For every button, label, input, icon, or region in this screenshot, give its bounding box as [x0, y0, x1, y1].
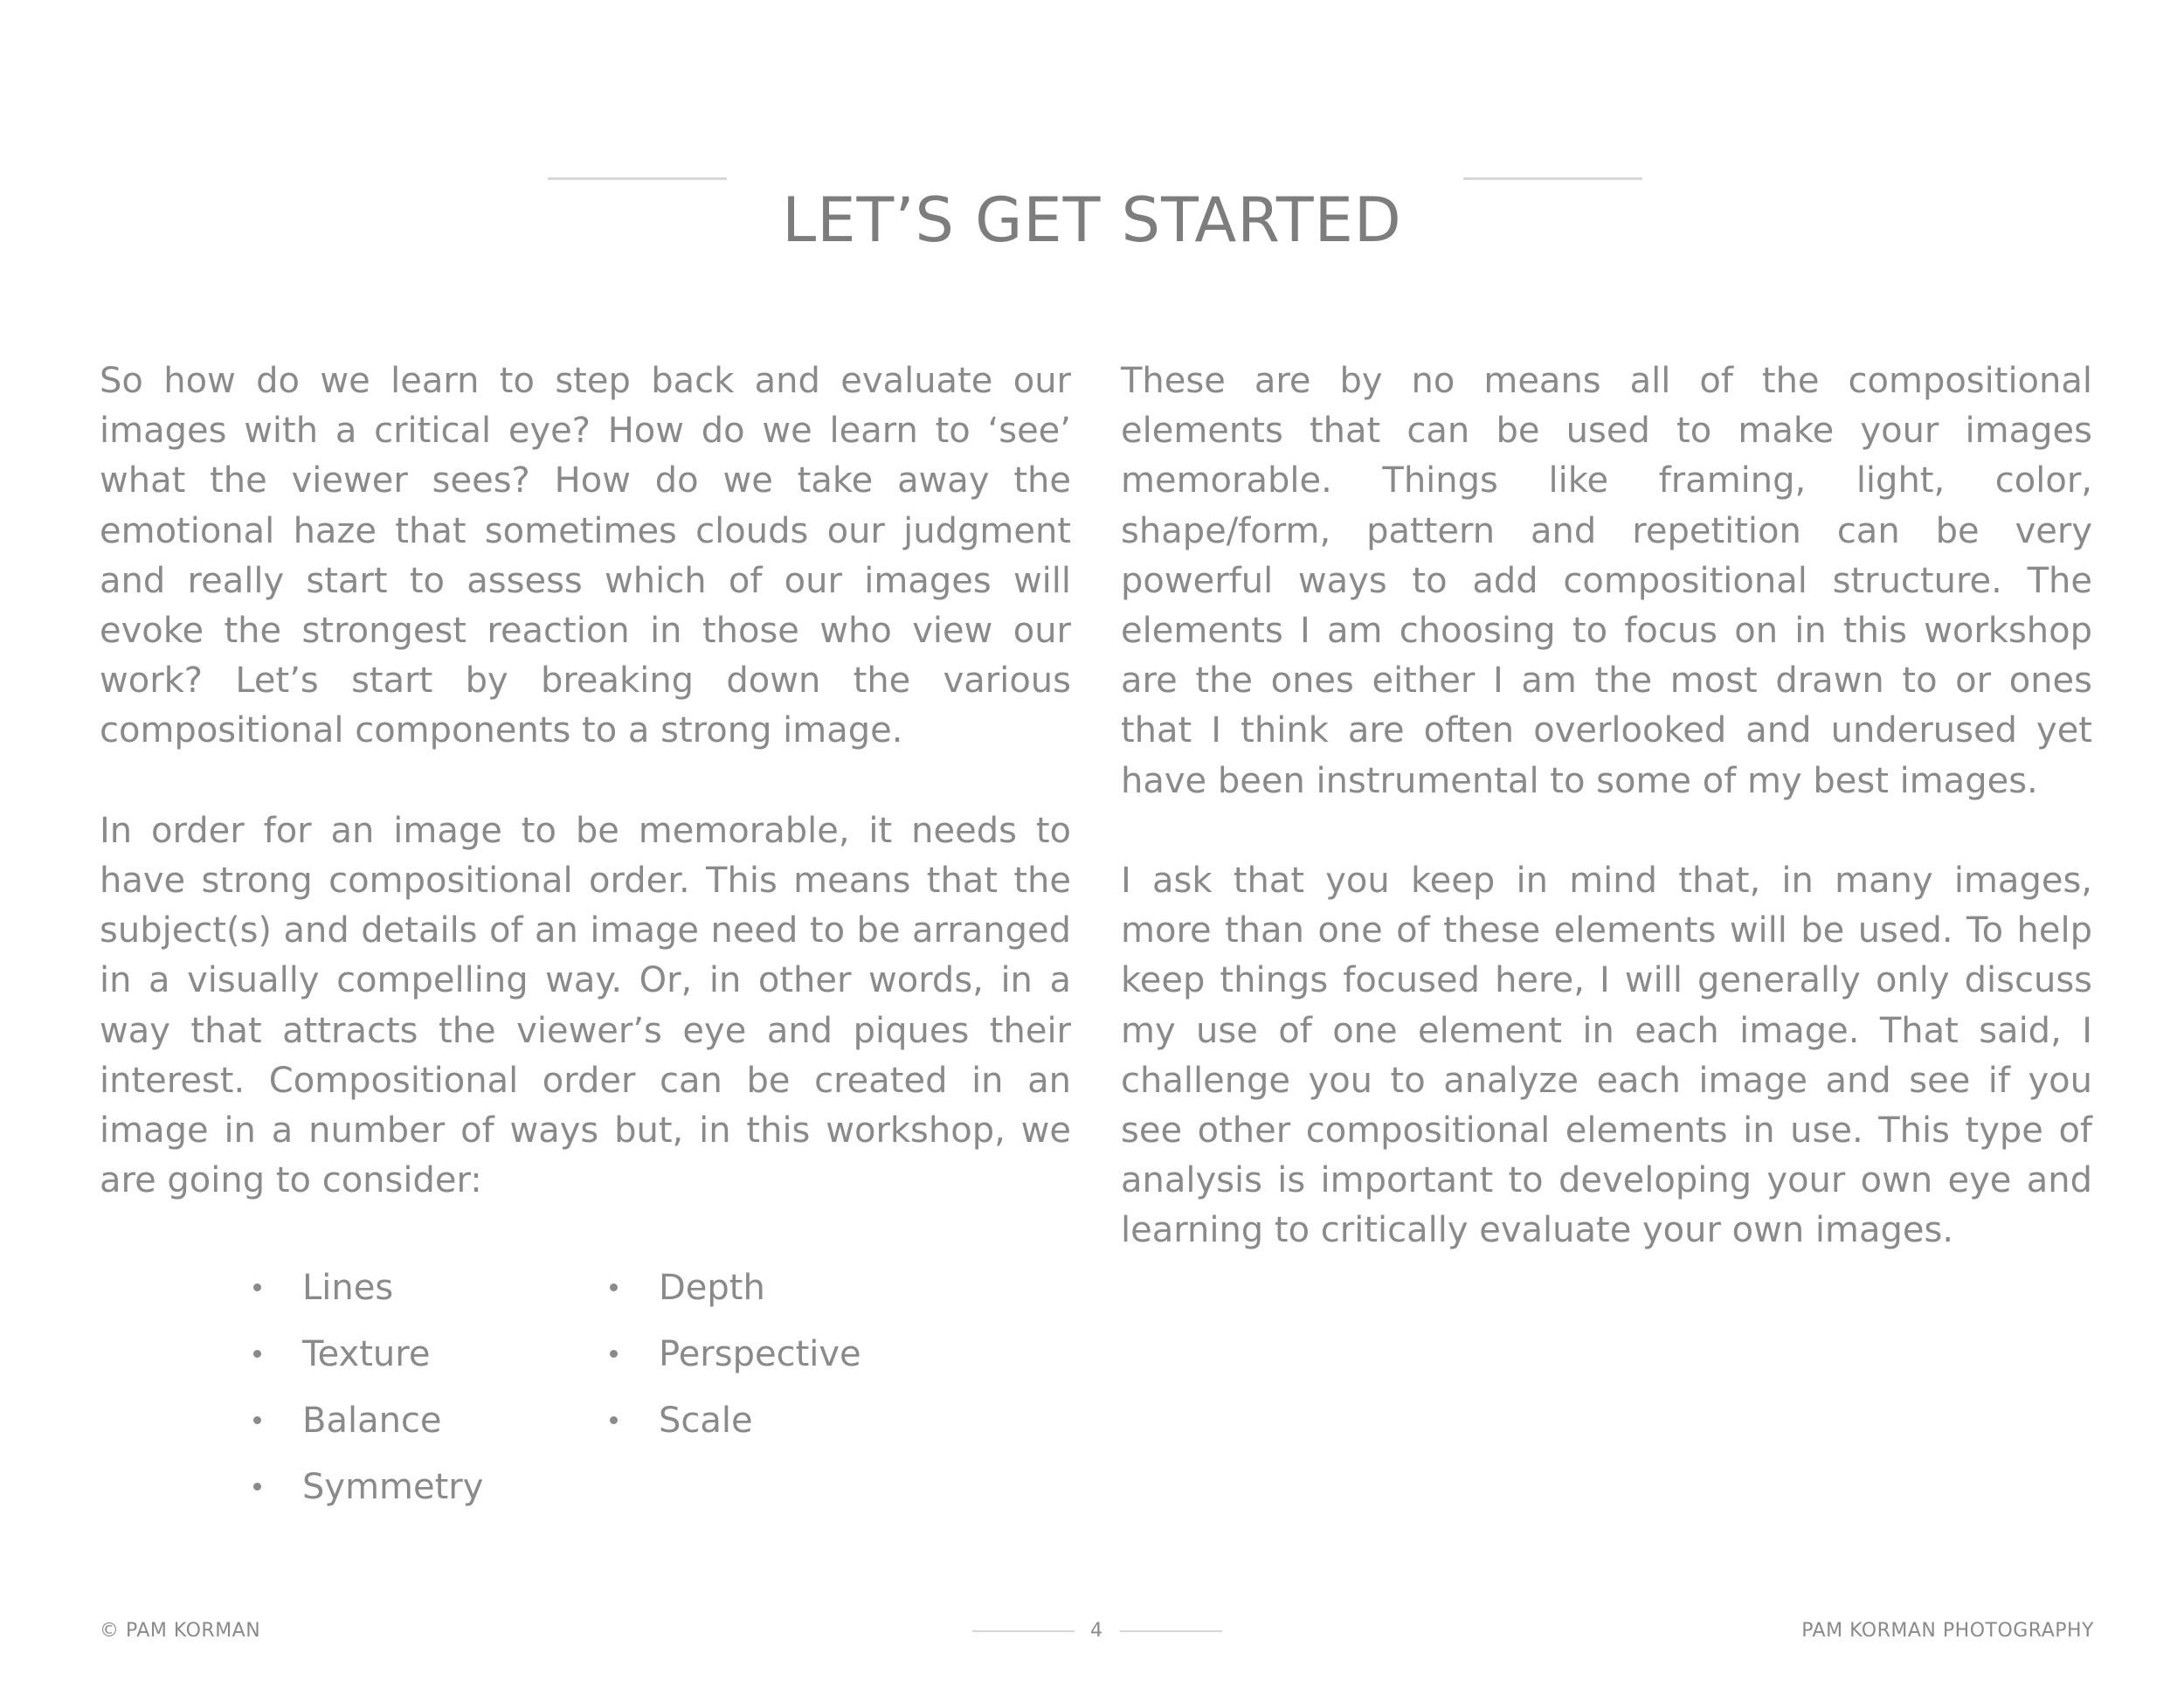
- list-item: [610, 1321, 942, 1387]
- list-item: [253, 1255, 585, 1321]
- right-paragraph-2: I ask that you keep in mind that, in many images, more than one of these elements will be used. To help keep things focused here, I will generally only discuss my use of one element in each image. That said, I challenge you to analyze each image and see if you see other compositional elements in use. This type of analysis is important to developing your own eye and learning to critically evaluate your own images.: [1121, 861, 2092, 1251]
- copyright-text: © PAM KORMAN: [100, 1620, 261, 1642]
- brand-name: PAM KORMAN PHOTOGRAPHY: [1801, 1620, 2094, 1642]
- page-number: 4: [1090, 1620, 1102, 1642]
- bullet-icon: [253, 1483, 261, 1491]
- bullet-icon: [253, 1283, 261, 1291]
- list-item: [253, 1321, 585, 1387]
- list-item-label: Scale: [659, 1401, 753, 1441]
- list-item-label: Symmetry: [302, 1467, 484, 1507]
- list-item-label: Perspective: [659, 1334, 861, 1374]
- list-item: [253, 1387, 585, 1454]
- list-item-label: Texture: [302, 1334, 431, 1374]
- title-right-rule: [1463, 177, 1642, 180]
- list-item-label: Depth: [659, 1268, 765, 1308]
- page-number-block: [970, 1614, 1223, 1649]
- bullet-list-column-1: [253, 1255, 585, 1520]
- list-item: [610, 1255, 942, 1321]
- list-item-label: Lines: [302, 1268, 394, 1308]
- title-left-rule: [548, 177, 727, 180]
- footer-right-rule: [1120, 1630, 1222, 1632]
- bullet-icon: [253, 1416, 261, 1424]
- bullet-icon: [610, 1350, 618, 1358]
- list-item-label: Balance: [302, 1401, 442, 1441]
- left-text-column: [100, 356, 1071, 1256]
- page-title: LET’S GET STARTED: [782, 183, 1402, 256]
- left-paragraph-2: In order for an image to be memorable, it needs to have strong compositional order. This means that the subject(s) and details of an image need to be arranged in a visually compelling way. Or, in other words, in a way that attracts the viewer’s eye and piques their interest. Compositional order can be created in an image in a number of ways but, in this workshop, we are going to consider:: [100, 810, 1071, 1201]
- bullet-icon: [253, 1350, 261, 1358]
- right-paragraph-1: These are by no means all of the compositional elements that can be used to make your images memorable. Things like framing, light, color, shape/form, pattern and repetition can be very powerful ways to add compositional structure. The elements I am choosing to focus on in this workshop are the ones either I am the most drawn to or ones that I think are often overlooked and underused yet have been instrumental to some of my best images.: [1121, 361, 2092, 801]
- list-item: [253, 1454, 585, 1520]
- bullet-list-column-2: [610, 1255, 942, 1454]
- right-text-column: [1121, 356, 2092, 1306]
- page-header: [0, 140, 2184, 256]
- list-item: [610, 1387, 942, 1454]
- left-paragraph-1: So how do we learn to step back and evaluate our images with a critical eye? How do we learn to ‘see’ what the viewer sees? How do we take away the emotional haze that sometimes clouds our judgment and really start to assess which of our images will evoke the strongest reaction in those who view our work? Let’s start by breaking down the various compositional components to a strong image.: [100, 361, 1071, 751]
- page-footer: [0, 1614, 2184, 1649]
- bullet-icon: [610, 1416, 618, 1424]
- bullet-icon: [610, 1283, 618, 1291]
- footer-left-rule: [972, 1630, 1075, 1632]
